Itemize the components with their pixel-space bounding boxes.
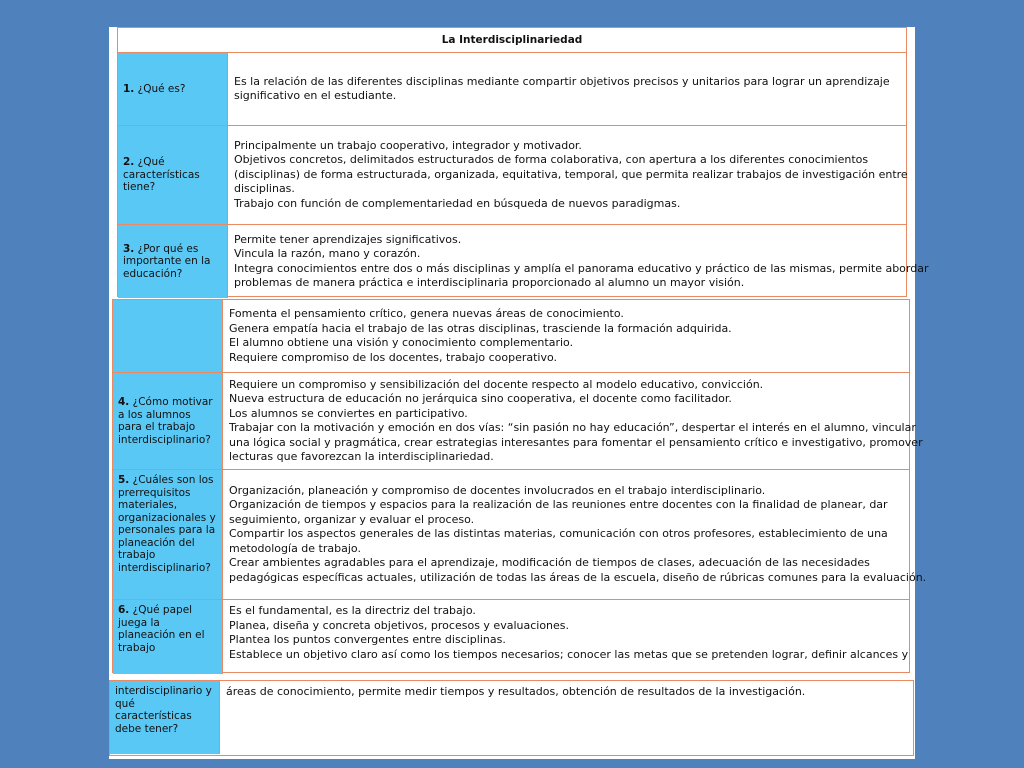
answer-cell-6b	[220, 681, 913, 754]
answer-cell-3b	[223, 300, 909, 372]
answer-cell-5	[223, 470, 927, 599]
question-cell-3	[118, 225, 228, 298]
answer-cell-1	[228, 53, 906, 125]
table-row-4	[113, 373, 923, 470]
question-text: ¿Cómo motivar a los alumnos para el trabajo interdisciplinario?	[118, 396, 213, 446]
question-cell-2	[118, 126, 228, 224]
answer-line: Principalmente un trabajo cooperativo, integrador y motivador.	[234, 138, 582, 152]
question-number: 3.	[123, 242, 135, 255]
table-section-3	[109, 680, 914, 756]
answer-line: (disciplinas) de forma estructurada, organizada, equitativa, temporal, que permita realizar trabajos de investigación entre	[234, 167, 908, 181]
answer-line: Organización, planeación y compromiso de docentes involucrados en el trabajo interdisciplinario.	[229, 483, 766, 497]
table-row-5	[113, 470, 927, 600]
answer-line: Requiere un compromiso y sensibilización del docente respecto al modelo educativo, convicción.	[229, 377, 764, 391]
answer-line: Integra conocimientos entre dos o más disciplinas y amplía el panorama educativo y práctico de las mismas, permite abordar	[234, 261, 929, 275]
question-text: interdisciplinario y qué características debe tener?	[115, 685, 212, 735]
answer-line: Trabajar con la motivación y emoción en dos vías: “sin pasión no hay educación”, despertar el interés en el alumno, vincular	[229, 421, 916, 434]
answer-line: Crear ambientes agradables para el aprendizaje, modificación de tiempos de clases, adecuación de las necesidades	[229, 556, 870, 570]
table-section-2	[112, 299, 927, 673]
table-row-6	[113, 600, 909, 674]
question-text: ¿Qué es?	[134, 82, 186, 95]
answer-line: El alumno obtiene una visión y conocimiento complementario.	[229, 336, 574, 349]
answer-line: seguimiento, organizar y evaluar el proceso.	[229, 512, 475, 526]
question-cell-6b	[110, 681, 220, 754]
question-text: ¿Qué características tiene?	[123, 156, 200, 194]
table-section-1	[117, 27, 929, 297]
answer-line: áreas de conocimiento, permite medir tiempos y resultados, obtención de resultados de la investigación.	[226, 685, 806, 698]
answer-line: Fomenta el pensamiento crítico, genera nuevas áreas de conocimiento.	[229, 307, 624, 320]
question-cell-1	[118, 53, 228, 125]
answer-line: una lógica social y pragmática, crear estrategias interesantes para fomentar el pensamiento crítico e investigativo, promover	[229, 435, 923, 449]
question-text: ¿Qué papel juega la planeación en el trabajo	[118, 604, 205, 654]
answer-line: disciplinas.	[234, 182, 295, 196]
question-number: 4.	[118, 396, 130, 408]
question-text: ¿Cuáles son los prerrequisitos materiales, organizacionales y personales para la planeación del trabajo interdisciplinario?	[118, 474, 216, 574]
question-number: 1.	[123, 82, 135, 95]
question-cell-6	[113, 600, 223, 674]
table-row-1	[118, 53, 906, 126]
answer-line: Plantea los puntos convergentes entre disciplinas.	[229, 633, 506, 646]
table-title: La Interdisciplinariedad	[118, 28, 906, 53]
answer-cell-2	[228, 126, 906, 224]
answer-cell-4	[223, 373, 923, 469]
answer-line: Establece un objetivo claro así como los tiempos necesarios; conocer las metas que se pretenden lograr, definir alcances y	[229, 647, 909, 661]
table-row-6-continued	[110, 681, 913, 754]
question-text: ¿Por qué es importante en la educación?	[123, 242, 211, 280]
table-row-3-continued	[113, 300, 909, 373]
answer-line: Es la relación de las diferentes disciplinas mediante compartir objetivos precisos y unitarios para lograr un aprendizaje	[234, 74, 890, 88]
table-row-3	[118, 225, 929, 298]
table-row-2	[118, 126, 906, 225]
answer-line: Vincula la razón, mano y corazón.	[234, 247, 421, 260]
question-cell-4	[113, 373, 223, 469]
answer-line: Es el fundamental, es la directriz del trabajo.	[229, 604, 476, 617]
question-cell-empty	[113, 300, 223, 372]
question-number: 5.	[118, 474, 130, 486]
question-cell-5	[113, 470, 223, 599]
answer-line: Organización de tiempos y espacios para la realización de las reuniones entre docentes con la finalidad de planear, dar	[229, 498, 888, 512]
answer-line: Planea, diseña y concreta objetivos, procesos y evaluaciones.	[229, 618, 570, 632]
answer-line: pedagógicas específicas actuales, utilización de todas las áreas de la escuela, diseño de rúbricas comunes para la evaluación.	[229, 570, 927, 584]
question-number: 2.	[123, 156, 135, 169]
answer-cell-6	[223, 600, 909, 674]
answer-line: Compartir los aspectos generales de las distintas materias, comunicación con otros profesores, establecimiento de una	[229, 527, 888, 541]
question-number: 6.	[118, 604, 130, 616]
answer-line: Los alumnos se conviertes en participativo.	[229, 406, 468, 420]
answer-line: significativo en el estudiante.	[234, 89, 397, 102]
answer-line: Permite tener aprendizajes significativos.	[234, 232, 462, 246]
answer-cell-3	[228, 225, 929, 298]
answer-line: Requiere compromiso de los docentes, trabajo cooperativo.	[229, 350, 558, 364]
answer-line: Objetivos concretos, delimitados estructurados de forma colaborativa, con apertura a los diferentes conocimientos	[234, 153, 869, 167]
answer-line: Trabajo con función de complementariedad en búsqueda de nuevos paradigmas.	[234, 196, 681, 210]
answer-line: metodología de trabajo.	[229, 541, 361, 555]
answer-line: Nueva estructura de educación no jerárquica sino cooperativa, el docente como facilitador.	[229, 392, 732, 405]
answer-line: problemas de manera práctica e interdisciplinaria proporcionado al alumno un mayor visión.	[234, 276, 745, 289]
answer-line: lecturas que favorezcan la interdisciplinariedad.	[229, 450, 494, 463]
answer-line: Genera empatía hacia el trabajo de las otras disciplinas, trasciende la formación adquirida.	[229, 321, 732, 335]
